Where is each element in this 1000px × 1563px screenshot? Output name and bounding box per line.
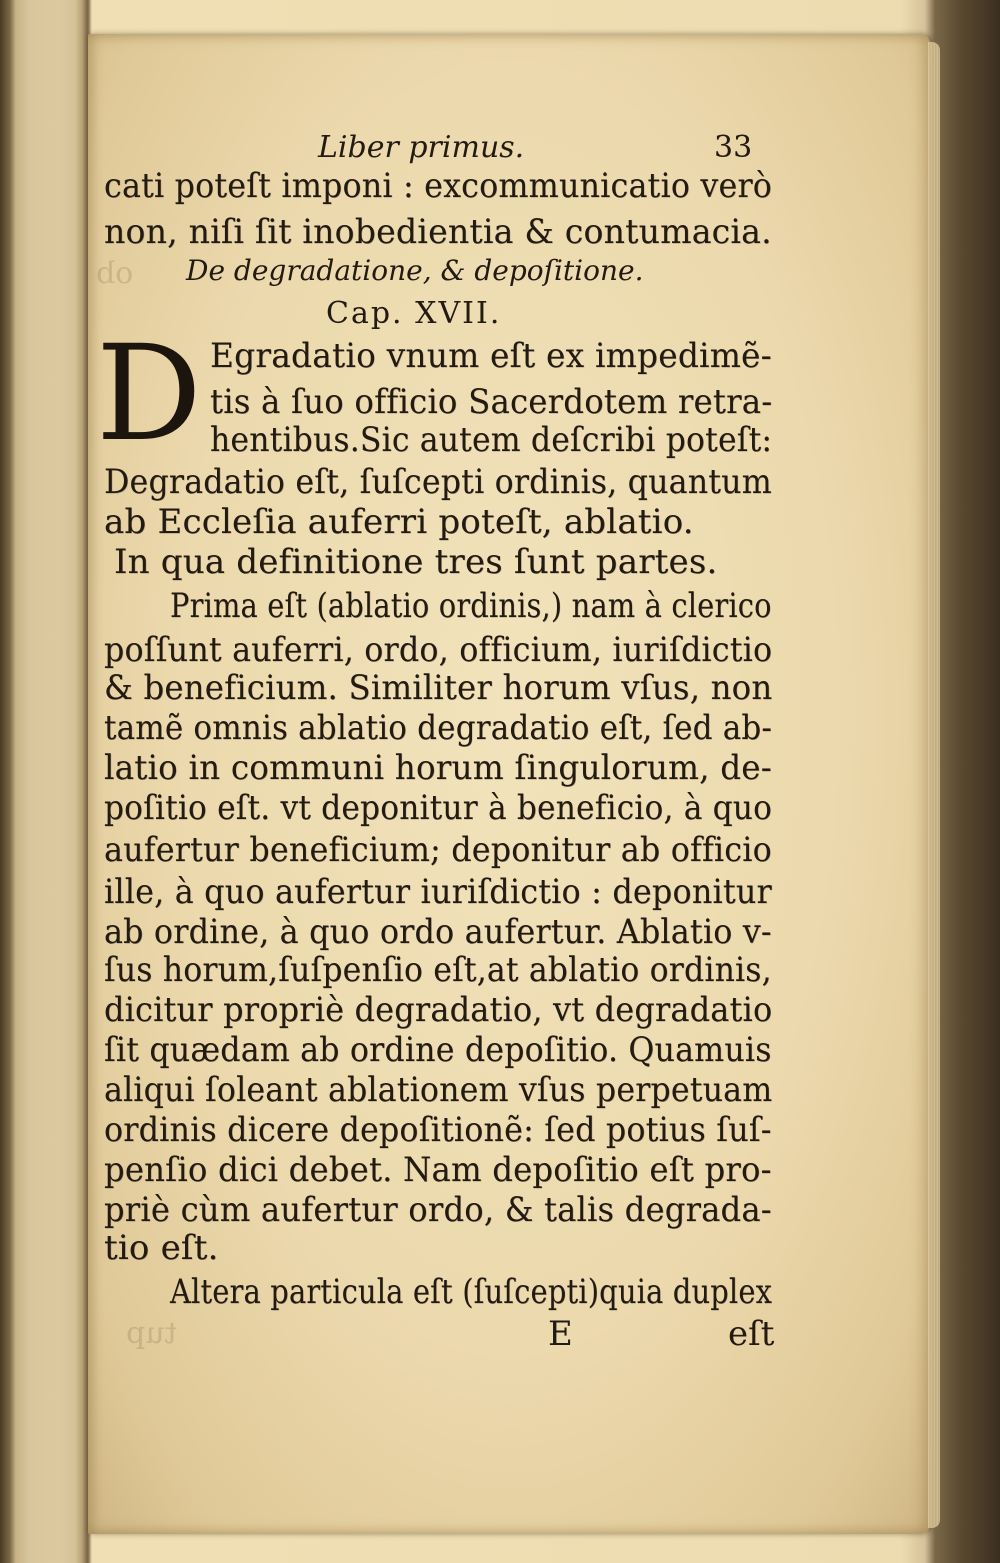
bleed-through-text: ob [96, 256, 134, 291]
text-line: In qua definitione tres ſunt partes. [114, 542, 718, 582]
text-line: ſit quædam ab ordine depoſitio. Quamuis [104, 1030, 772, 1070]
text-line: tis à ſuo officio Sacerdotem retra- [210, 382, 773, 422]
text-line: Prima eſt (ablatio ordinis,) nam à clerico [170, 586, 772, 626]
chapter-title: De degradatione, & depoſitione. [186, 254, 644, 287]
drop-cap-initial: D [96, 317, 202, 471]
bleed-through-text: tup [126, 1316, 177, 1351]
text-line: ab Eccleſia auferri poteſt, ablatio. [104, 502, 694, 542]
text-line: cati poteſt imponi : excommunicatio verò [104, 166, 773, 206]
text-line: poſitio eſt. vt deponitur à beneficio, à quo [104, 788, 773, 828]
page-edges [928, 42, 940, 1528]
signature-mark: E [548, 1314, 573, 1354]
text-line: & beneficium. Similiter horum vſus, non [104, 668, 773, 708]
text-line: hentibus.Sic autem deſcribi poteſt: [210, 420, 773, 460]
text-line: priè cùm aufertur ordo, & talis degrada- [104, 1190, 772, 1230]
text-line: tio eſt. [104, 1228, 219, 1268]
text-line: ab ordine, à quo ordo aufertur. Ablatio v- [104, 912, 772, 952]
text-line: poſſunt auferri, ordo, officium, iuriſdictio [104, 630, 773, 670]
text-line: dicitur propriè degradatio, vt degradatio [104, 990, 773, 1030]
text-line: Degradatio eſt, ſuſcepti ordinis, quantum [104, 462, 772, 502]
text-line: non, niſi ſit inobedientia & contumacia. [104, 212, 772, 252]
text-line: tamẽ omnis ablatio degradatio eſt, ſed ab- [104, 708, 773, 748]
text-line: ordinis dicere depoſitionẽ: ſed potius ſuſ- [104, 1110, 772, 1150]
text-line: ſus horum,ſuſpenſio eſt,at ablatio ordinis, [104, 950, 772, 990]
text-line: aufertur beneficium; deponitur ab officio [104, 830, 772, 870]
catchword: eſt [728, 1314, 775, 1354]
text-line: Egradatio vnum eſt ex impedimẽ- [210, 336, 772, 376]
text-line: ille, à quo aufertur iuriſdictio : deponitur [104, 872, 772, 912]
text-line: latio in communi horum ſingulorum, de- [104, 748, 772, 788]
text-line: Altera particula eſt (ſuſcepti)quia duplex [170, 1272, 773, 1312]
text-line: penſio dici debet. Nam depoſitio eſt pro- [104, 1150, 772, 1190]
running-head: Liber primus. [318, 130, 525, 165]
chapter-number: Cap. XVII. [326, 296, 502, 331]
text-line: aliqui ſoleant ablationem vſus perpetuam [104, 1070, 773, 1110]
page-number: 33 [714, 130, 753, 165]
